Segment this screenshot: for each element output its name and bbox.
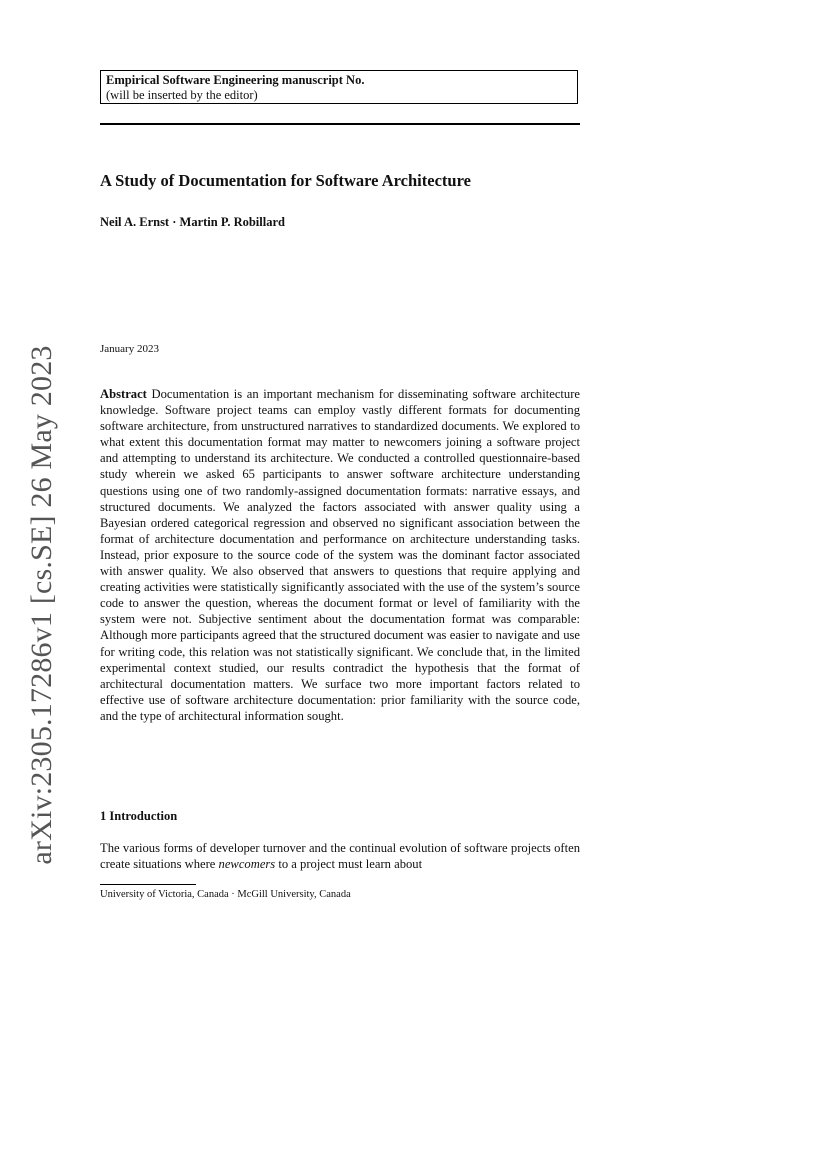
footnote-rule bbox=[100, 884, 196, 885]
publication-date: January 2023 bbox=[100, 343, 159, 355]
abstract-text: Documentation is an important mechanism for disseminating software architecture knowledge. Software project teams can employ vastly different formats for documenting software architecture, from unstructured narratives to standardized documents. We explored to what extent this documentation format may matter to newcomers joining a software project and attempting to understand its architecture. We conducted a controlled questionnaire-based study wherein we asked 65 participants to answer software architecture understanding questions using one of two randomly-assigned documentation formats: narrative essays, and structured documents. We analyzed the factors associated with answer quality using a Bayesian ordered categorical regression and observed no significant association between the format of architecture documentation and performance on architecture understanding tasks. Instead, prior exposure to the source code of the system was the dominant factor associated with answer quality. We also observed that answers to questions that require applying and creating activities were statistically significantly associated with the use of the system’s source code to answer the question, whereas the document format or level of familiarity with the system were not. Subjective sentiment about the documentation format was comparable: Although more participants agreed that the structured document was easier to navigate and use for writing code, this relation was not statistically significant. We conclude that, in the limited experimental context studied, our results contradict the hypothesis that the format of architectural documentation matters. We surface two more important factors related to effective use of software architecture documentation: prior familiarity with the source code, and the type of architectural information sought. bbox=[100, 387, 580, 723]
intro-emphasis: newcomers bbox=[218, 857, 276, 872]
affiliations-footnote: University of Victoria, Canada · McGill University, Canada bbox=[100, 889, 351, 900]
arxiv-identifier-text: arXiv:2305.17286v1 [cs.SE] 26 May 2023 bbox=[25, 345, 58, 865]
introduction-paragraph bbox=[100, 840, 580, 872]
arxiv-identifier bbox=[18, 345, 66, 865]
abstract-heading: Abstract bbox=[100, 387, 147, 401]
editor-note: (will be inserted by the editor) bbox=[106, 88, 258, 102]
abstract bbox=[100, 386, 580, 724]
paper-title: A Study of Documentation for Software Architecture bbox=[100, 171, 471, 190]
author-list: Neil A. Ernst · Martin P. Robillard bbox=[100, 215, 285, 229]
intro-text-start: The various forms of developer turnover and the continual evolution of software projects often create situations where bbox=[100, 841, 580, 872]
section-heading: 1 Introduction bbox=[100, 809, 178, 823]
journal-header-box bbox=[100, 70, 578, 104]
intro-text-end: to a project must learn about bbox=[275, 857, 423, 872]
header-rule bbox=[100, 123, 580, 125]
journal-name: Empirical Software Engineering manuscript No. bbox=[106, 73, 365, 87]
